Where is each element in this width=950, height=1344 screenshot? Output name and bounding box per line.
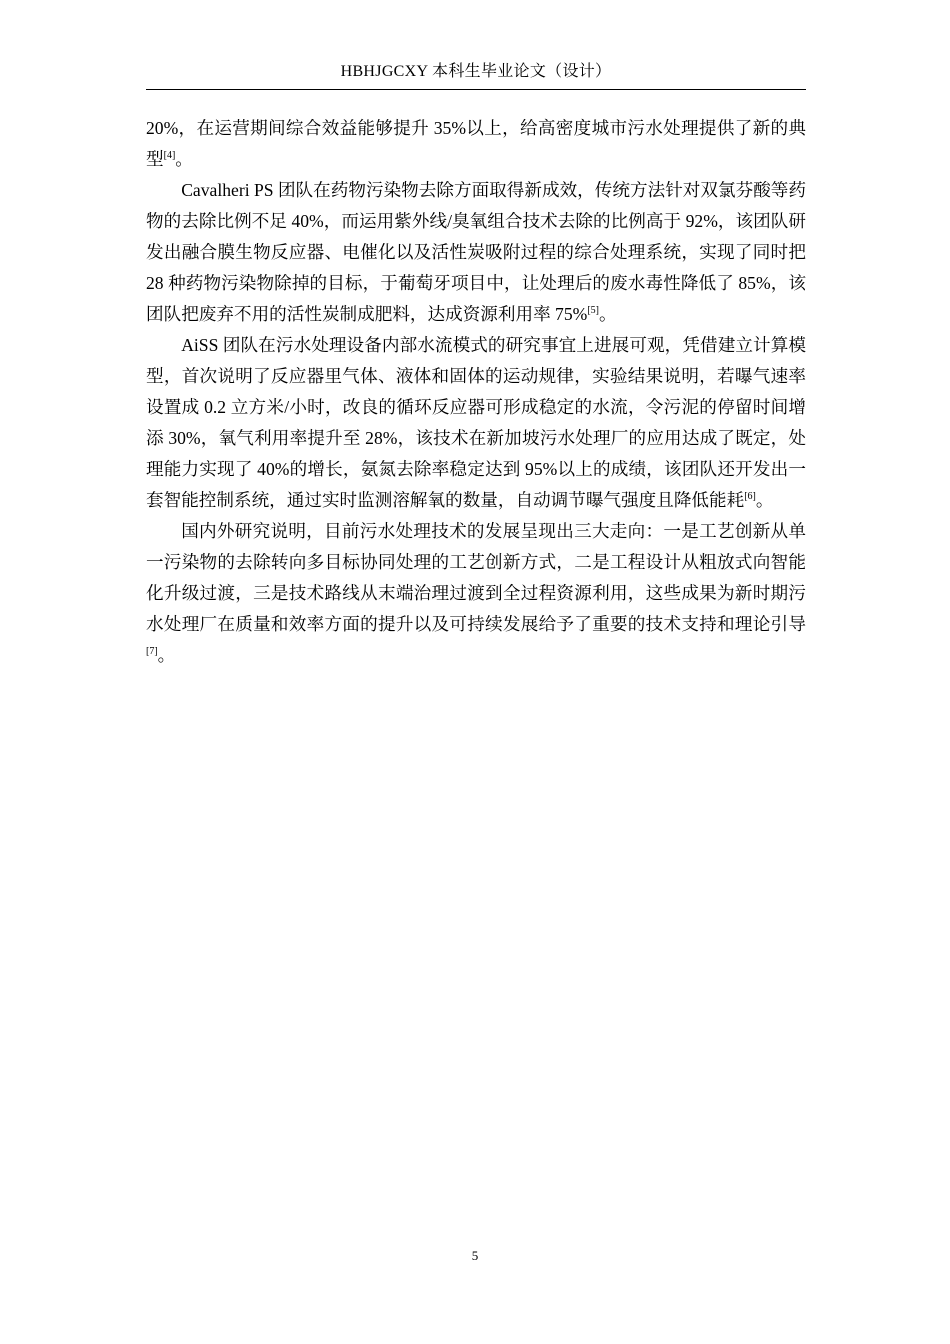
header-divider [146, 89, 806, 90]
page-number: 5 [471, 1248, 479, 1263]
paragraph-continuation [146, 113, 806, 175]
citation-reference: [4] [163, 150, 176, 161]
paragraph-summary [146, 516, 806, 671]
paragraph-text: 20%，在运营期间综合效益能够提升 35%以上，给高密度城市污水处理提供了新的典型 [146, 118, 806, 169]
paragraph-end-punctuation: 。 [175, 149, 193, 169]
paragraph-cavalheri [146, 175, 806, 330]
paragraph-aiss [146, 330, 806, 516]
paragraph-text: AiSS 团队在污水处理设备内部水流模式的研究事宜上进展可观，凭借建立计算模型，首次说明了反应器里气体、液体和固体的运动规律，实验结果说明，若曝气速率设置成 0.2 立方米/小时，改良的循环反应器可形成稳定的水流，令污泥的停留时间增添 30%，氧气利用率提升至 28%，该技术在新加坡污水处理厂的应用达成了既定，处理能力实现了 40%的增长，氨氮去除率稳定达到 95%以上的成绩，该团队还开发出一套智能控制系统，通过实时监测溶解氧的数量，自动调节曝气强度且降低能耗 [146, 335, 806, 510]
citation-reference: [7] [146, 646, 158, 657]
paragraph-end-punctuation: 。 [755, 490, 774, 510]
paragraph-end-punctuation: 。 [598, 304, 617, 324]
paragraph-text: Cavalheri PS 团队在药物污染物去除方面取得新成效，传统方法针对双氯芬酸等药物的去除比例不足 40%，而运用紫外线/臭氧组合技术去除的比例高于 92%，该团队研发出融合膜生物反应器、电催化以及活性炭吸附过程的综合处理系统，实现了同时把 28 种药物污染物除掉的目标，于葡萄牙项目中，让处理后的废水毒性降低了 85%，该团队把废弃不用的活性炭制成肥料，达成资源利用率 75% [146, 180, 806, 324]
page-header: HBHJGCXY 本科生毕业论文（设计） [340, 63, 612, 80]
paragraph-end-punctuation: 。 [157, 645, 176, 665]
citation-reference: [6] [744, 491, 756, 502]
citation-reference: [5] [587, 305, 599, 316]
body-text [146, 113, 806, 671]
paragraph-text: 国内外研究说明，目前污水处理技术的发展呈现出三大走向：一是工艺创新从单一污染物的去除转向多目标协同处理的工艺创新方式，二是工程设计从粗放式向智能化升级过渡，三是技术路线从末端治理过渡到全过程资源利用，这些成果为新时期污水处理厂在质量和效率方面的提升以及可持续发展给予了重要的技术支持和理论引导 [146, 521, 806, 634]
